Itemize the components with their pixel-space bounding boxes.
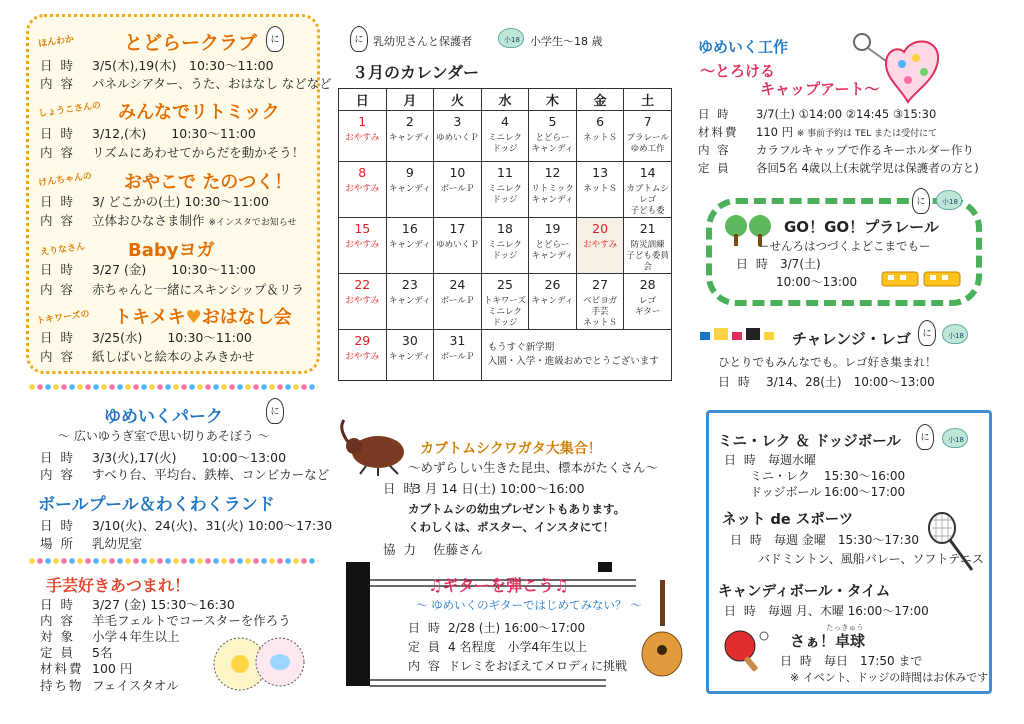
day-number: 2 xyxy=(405,114,414,129)
calendar-day xyxy=(386,218,434,274)
club-title: みんなでリトミック xyxy=(118,102,280,123)
ballpool-date: 3/10(火)、24(火)、31(火) 10:00～17:30 xyxy=(92,518,333,533)
date-label: 日 時 xyxy=(40,262,75,277)
date-label: 日 時 xyxy=(383,481,418,496)
coop-label: 協 力 xyxy=(383,542,418,557)
craft-value: 小学４年生以上 xyxy=(92,629,180,644)
lego-title: チャレンジ・レゴ xyxy=(792,330,911,348)
lego-subtitle: ひとりでもみんなでも。レゴ好き集まれ！ xyxy=(718,355,937,369)
club-date: 3/12,(木) 10:30～11:00 xyxy=(92,126,256,141)
day-events: ミニレク ドッジ xyxy=(488,184,522,205)
candy-title: キャンディボール・タイム xyxy=(718,584,891,600)
date-label: 日 時 xyxy=(40,58,75,73)
weekday-header: 金 xyxy=(576,89,624,111)
craft-value: 5名 xyxy=(92,645,113,660)
penguin-icon: に xyxy=(918,320,936,346)
bird-icon: 小18 xyxy=(942,428,968,448)
day-events: キャンディ xyxy=(388,352,431,362)
guitar-date: 2/28 (土) 16:00～17:00 xyxy=(448,621,586,635)
guitar-detail: ドレミをおぼえてメロディに挑戦 xyxy=(448,659,628,673)
club-detail: パネルシアター、うた、おはなし などなど xyxy=(92,76,332,91)
calendar-day xyxy=(339,111,387,162)
calendar-day xyxy=(434,330,482,381)
calendar-day xyxy=(529,274,577,330)
calendar-week xyxy=(339,274,672,330)
calendar-day xyxy=(481,218,529,274)
day-events: リトミック キャンディ xyxy=(531,184,574,205)
day-events: とどらー キャンディ xyxy=(531,240,574,261)
weekday-header: 木 xyxy=(529,89,577,111)
guitar-title: ♫ギターを弾こう♫ xyxy=(428,576,569,595)
calendar-day xyxy=(576,162,624,218)
day-number: 9 xyxy=(405,165,414,180)
day-events: プラレール ゆめ工作 xyxy=(626,133,669,154)
calendar-day xyxy=(386,162,434,218)
craft-label: 持ち物 xyxy=(40,678,84,693)
yumeiku-craft-cap: 各回5名 4歳以上(未就学児は保護者の方と) xyxy=(756,161,979,175)
date-label: 日 時 xyxy=(40,450,75,465)
penguin-icon: に xyxy=(912,188,930,214)
calendar-day xyxy=(434,218,482,274)
day-number: 27 xyxy=(592,277,609,292)
bird-icon: 小18 xyxy=(942,324,968,344)
club-title: おやこで たのつく！ xyxy=(124,172,293,193)
lego-blocks-icon xyxy=(700,326,780,342)
craft-value: 羊毛フェルトでコースターを作ろう xyxy=(92,613,291,628)
minirec-date: 毎週水曜 xyxy=(768,453,817,467)
craft-value: 3/27 (金) 15:30～16:30 xyxy=(92,597,235,612)
detail-label: 内 容 xyxy=(408,659,442,673)
day-events: カブトムシ レゴ 子ども委 xyxy=(626,184,669,216)
day-number: 12 xyxy=(544,165,561,180)
calendar-note xyxy=(481,330,671,381)
day-number: 29 xyxy=(354,333,371,348)
club-title: Babyヨガ xyxy=(128,240,215,261)
calendar-week xyxy=(339,111,672,162)
detail-label: 内 容 xyxy=(40,282,75,297)
date-label: 日 時 xyxy=(40,126,75,141)
date-label: 日 時 xyxy=(730,533,764,547)
detail-label: 内 容 xyxy=(40,349,75,364)
club-tag: ほんわか xyxy=(37,34,75,50)
weekday-header: 水 xyxy=(481,89,529,111)
day-number: 13 xyxy=(592,165,609,180)
craft-label: 日 時 xyxy=(40,597,75,612)
day-events: レゴ ギター xyxy=(634,296,661,317)
day-number: 16 xyxy=(401,221,418,236)
prarail-date: 3/7(土) xyxy=(780,257,821,271)
ping-pong-paddle-icon xyxy=(722,626,772,674)
day-events: ベビヨガ 手芸 ネットＳ xyxy=(583,296,618,328)
minirec-row-name: ミニ・レク xyxy=(750,469,810,483)
day-events: ゆめいくＰ xyxy=(436,133,479,143)
prarail-subtitle: ーせんろはつづくよどこまでもー xyxy=(758,239,931,253)
club-note: ※インスタでお知らせ xyxy=(208,218,297,228)
park-date: 3/3(火),17(火) 10:00～13:00 xyxy=(92,450,287,465)
day-events: ミニレク ドッジ xyxy=(488,240,522,261)
minirec-title: ミニ・レク ＆ ドッジボール xyxy=(718,434,901,450)
calendar-day xyxy=(339,162,387,218)
date-label: 日 時 xyxy=(718,375,752,389)
calendar-day xyxy=(576,111,624,162)
date-label: 日 時 xyxy=(408,621,442,635)
calendar-day xyxy=(434,162,482,218)
park-detail: すべり台、平均台、鉄棒、コンビカーなど xyxy=(92,467,330,482)
day-number: 21 xyxy=(639,221,656,236)
day-events: おやすみ xyxy=(345,352,380,362)
craft-value: 100 円 xyxy=(92,661,133,676)
candy-date: 毎週 月、木曜 16:00～17:00 xyxy=(768,604,929,618)
net-date: 毎週 金曜 15:30～17:30 xyxy=(774,533,919,547)
club-title: トキメキ xyxy=(114,307,186,328)
day-events: ゆめいくＰ xyxy=(436,240,479,250)
day-events: ミニレク ドッジ xyxy=(488,133,522,154)
calendar-day xyxy=(576,274,624,330)
guitar-subtitle: ～ ゆめいくのギターではじめてみない？ ～ xyxy=(416,598,642,612)
tt-title: さぁ！卓球 xyxy=(790,632,866,650)
calendar-day xyxy=(386,111,434,162)
beetle-coop: 佐藤さん xyxy=(433,542,484,557)
calendar-day xyxy=(339,274,387,330)
day-number: 24 xyxy=(449,277,466,292)
club-detail: リズムにあわせてからだを動かそう！ xyxy=(92,145,305,160)
day-events: キャンディ xyxy=(531,296,574,306)
date-label: 日 時 xyxy=(724,604,758,618)
day-events: トキワーズ ミニレク ドッジ xyxy=(483,296,526,328)
date-label: 日 時 xyxy=(724,453,758,467)
club-date: 3/25(水) 10:30～11:00 xyxy=(92,330,252,345)
calendar-day xyxy=(481,162,529,218)
bird-icon: 小18 xyxy=(498,28,524,48)
day-events: おやすみ xyxy=(345,184,380,194)
tt-date: 毎日 17:50 まで xyxy=(824,654,923,668)
legend-infant: 乳幼児さんと保護者 xyxy=(373,35,472,48)
guitar-icon xyxy=(636,580,688,680)
minirec-row-time: 16:00～17:00 xyxy=(824,485,906,499)
date-label: 日 時 xyxy=(40,330,75,345)
day-events: おやすみ xyxy=(345,240,380,250)
calendar-day xyxy=(624,274,672,330)
day-events: キャンディ xyxy=(388,240,431,250)
detail-label: 内 容 xyxy=(40,467,75,482)
day-events: おやすみ xyxy=(345,133,380,143)
penguin-icon: に xyxy=(350,26,368,52)
legend-school: 小学生～18 歳 xyxy=(530,35,603,48)
beetle-title: カブトムシクワガタ大集合！ xyxy=(420,441,602,457)
lego-date: 3/14、28(土) 10:00～13:00 xyxy=(766,375,935,389)
detail-label: 内 容 xyxy=(40,145,75,160)
club-detail: 紙しばいと絵本のよみきかせ xyxy=(92,349,255,364)
day-number: 14 xyxy=(639,165,656,180)
day-events: おやすみ xyxy=(345,296,380,306)
star-border xyxy=(28,382,318,392)
yumeiku-craft-date: 3/7(土) ①14:00 ②14:45 ③15:30 xyxy=(756,107,937,121)
craft-label: 対 象 xyxy=(40,629,75,644)
park-title: ゆめいくパーク xyxy=(104,407,223,427)
prarail-time: 10:00～13:00 xyxy=(776,275,858,289)
calendar-day xyxy=(386,330,434,381)
calendar-day xyxy=(529,162,577,218)
calendar-day xyxy=(624,218,672,274)
day-events: キャンディ xyxy=(388,133,431,143)
heart-icon: ♥ xyxy=(185,307,202,328)
club-date: 3/5(木),19(木) 10:30～11:00 xyxy=(92,58,274,73)
net-detail: バドミントン、風船バレー、ソフトテニス xyxy=(758,552,984,566)
day-events: ボールＰ xyxy=(440,184,475,194)
day-events: キャンディ xyxy=(388,296,431,306)
calendar-day xyxy=(481,111,529,162)
day-number: 23 xyxy=(401,277,418,292)
day-events: ネットＳ xyxy=(583,133,618,143)
net-title: ネット de スポーツ xyxy=(722,512,854,528)
day-events: 防災訓練 子ども委員会 xyxy=(626,240,669,272)
day-number: 17 xyxy=(449,221,466,236)
day-number: 3 xyxy=(453,114,462,129)
day-number: 18 xyxy=(497,221,513,236)
club-tag: しょうこさんの xyxy=(37,100,102,120)
calendar-day xyxy=(434,111,482,162)
star-border xyxy=(28,556,318,566)
club-tag: トキワーズの xyxy=(35,309,91,327)
calendar-day xyxy=(529,218,577,274)
day-number: 30 xyxy=(401,333,418,348)
calendar-day xyxy=(434,274,482,330)
beetle-note-1: カブトムシの幼虫プレゼントもあります。 xyxy=(408,502,626,516)
club-date: 3/ どこかの(土) 10:30～11:00 xyxy=(92,194,269,209)
club-title-2: おはなし会 xyxy=(201,307,292,328)
craft-title: 手芸好きあつまれ！ xyxy=(46,576,191,595)
day-number: 28 xyxy=(639,277,656,292)
day-events: とどらー キャンディ xyxy=(531,133,574,154)
day-events: ボールＰ xyxy=(440,296,475,306)
date-label: 日 時 xyxy=(780,654,814,668)
day-number: 1 xyxy=(358,114,367,129)
day-number: 11 xyxy=(497,165,513,180)
day-number: 6 xyxy=(596,114,605,129)
felt-coaster-illustration xyxy=(208,628,308,696)
craft-label: 材料費 xyxy=(40,661,84,676)
penguin-icon: に xyxy=(266,398,284,424)
calendar-day xyxy=(576,218,624,274)
day-events: キャンディ xyxy=(388,184,431,194)
cap-label: 定 員 xyxy=(698,161,731,175)
day-number: 26 xyxy=(544,277,561,292)
weekday-header: 月 xyxy=(386,89,434,111)
day-number: 10 xyxy=(449,165,466,180)
day-events: ネットＳ xyxy=(583,184,618,194)
day-number: 20 xyxy=(592,221,609,236)
detail-label: 内 容 xyxy=(40,76,75,91)
day-number: 19 xyxy=(544,221,561,236)
beetle-note-2: くわしくは、ポスター、インスタにて！ xyxy=(408,520,615,534)
beetle-subtitle: ～めずらしい生きた昆虫、標本がたくさん～ xyxy=(408,460,659,475)
craft-label: 内 容 xyxy=(40,613,75,628)
date-label: 日 時 xyxy=(736,257,770,271)
penguin-icon: に xyxy=(916,424,934,450)
calendar-table xyxy=(338,88,672,381)
ballpool-place: 乳幼児室 xyxy=(92,536,143,551)
prarail-title: GO！GO！プラレール xyxy=(784,218,939,236)
day-number: 8 xyxy=(358,165,367,180)
beetle-icon xyxy=(336,418,416,476)
bird-icon: 小18 xyxy=(936,190,962,210)
date-label: 日 時 xyxy=(40,194,75,209)
club-date: 3/27 (金) 10:30～11:00 xyxy=(92,262,256,277)
calendar-week xyxy=(339,162,672,218)
club-tag: えりなさん xyxy=(39,241,86,259)
date-label: 日 時 xyxy=(698,107,731,121)
fee-label: 材料費 xyxy=(698,125,739,139)
beetle-date: 3 月 14 日(土) 10:00～16:00 xyxy=(413,481,585,496)
penguin-icon: に xyxy=(266,26,284,52)
calendar-day xyxy=(624,111,672,162)
yumeiku-craft-subtitle-2: キャップアート～ xyxy=(760,80,880,98)
guitar-cap: 4 名程度 小学4年生以上 xyxy=(448,640,588,654)
yumeiku-craft-fee: 110 円 xyxy=(756,125,794,139)
yumeiku-craft-detail: カラフルキャップで作るキーホルダー作り xyxy=(756,143,974,157)
weekday-header: 火 xyxy=(434,89,482,111)
calendar-day xyxy=(529,111,577,162)
club-detail: 赤ちゃんと一緒にスキンシップ＆リラ xyxy=(92,282,304,297)
club-tag: けんちゃんの xyxy=(37,171,93,189)
cap-label: 定 員 xyxy=(408,640,442,654)
yumeiku-craft-title: ゆめいく工作 xyxy=(698,38,789,56)
club-detail: 立体おひなさま制作 xyxy=(92,213,205,228)
date-label: 日 時 xyxy=(40,518,75,533)
weekday-header: 日 xyxy=(339,89,387,111)
svg-text:𝄞: 𝄞 xyxy=(368,590,403,658)
calendar-week xyxy=(339,330,672,381)
calendar-day xyxy=(386,274,434,330)
ballpool-title: ボールプール＆わくわくランド xyxy=(38,495,275,515)
weekday-header: 土 xyxy=(624,89,672,111)
minirec-row-name: ドッジボール xyxy=(750,485,822,499)
day-number: 5 xyxy=(548,114,557,129)
yumeiku-craft-subtitle: ～とろける xyxy=(700,62,776,80)
place-label: 場 所 xyxy=(40,536,75,551)
day-number: 15 xyxy=(354,221,371,236)
calendar-day xyxy=(339,218,387,274)
detail-label: 内 容 xyxy=(698,143,731,157)
day-number: 4 xyxy=(500,114,509,129)
park-subtitle: ～ 広いゆうぎ室で思い切りあそぼう ～ xyxy=(58,429,270,443)
heart-keychain-icon xyxy=(850,30,952,106)
craft-value: フェイスタオル xyxy=(92,678,179,693)
day-number: 7 xyxy=(643,114,652,129)
calendar-week xyxy=(339,218,672,274)
calendar-day xyxy=(339,330,387,381)
calendar-note-text: もうすぐ新学期 入園・入学・進級おめでとうございます xyxy=(487,342,659,367)
day-number: 22 xyxy=(354,277,371,292)
train-icon xyxy=(880,268,964,290)
tt-ruby: たっきゅう xyxy=(826,623,864,632)
calendar-title: ３月のカレンダー xyxy=(352,63,479,82)
yumeiku-craft-fee-note: ※ 事前予約は TEL または受付にて xyxy=(796,129,938,139)
day-number: 31 xyxy=(449,333,466,348)
detail-label: 内 容 xyxy=(40,213,75,228)
calendar-day xyxy=(481,274,529,330)
minirec-row-time: 15:30～16:00 xyxy=(824,469,906,483)
day-number: 25 xyxy=(497,277,513,292)
day-events: おやすみ xyxy=(583,240,618,250)
day-events: ボールＰ xyxy=(440,352,475,362)
badminton-racket-icon xyxy=(924,510,978,574)
calendar-day xyxy=(624,162,672,218)
club-title: とどらークラブ xyxy=(124,32,258,54)
craft-label: 定 員 xyxy=(40,645,75,660)
tt-note: ※ イベント、ドッジの時間はお休みです xyxy=(790,671,989,684)
